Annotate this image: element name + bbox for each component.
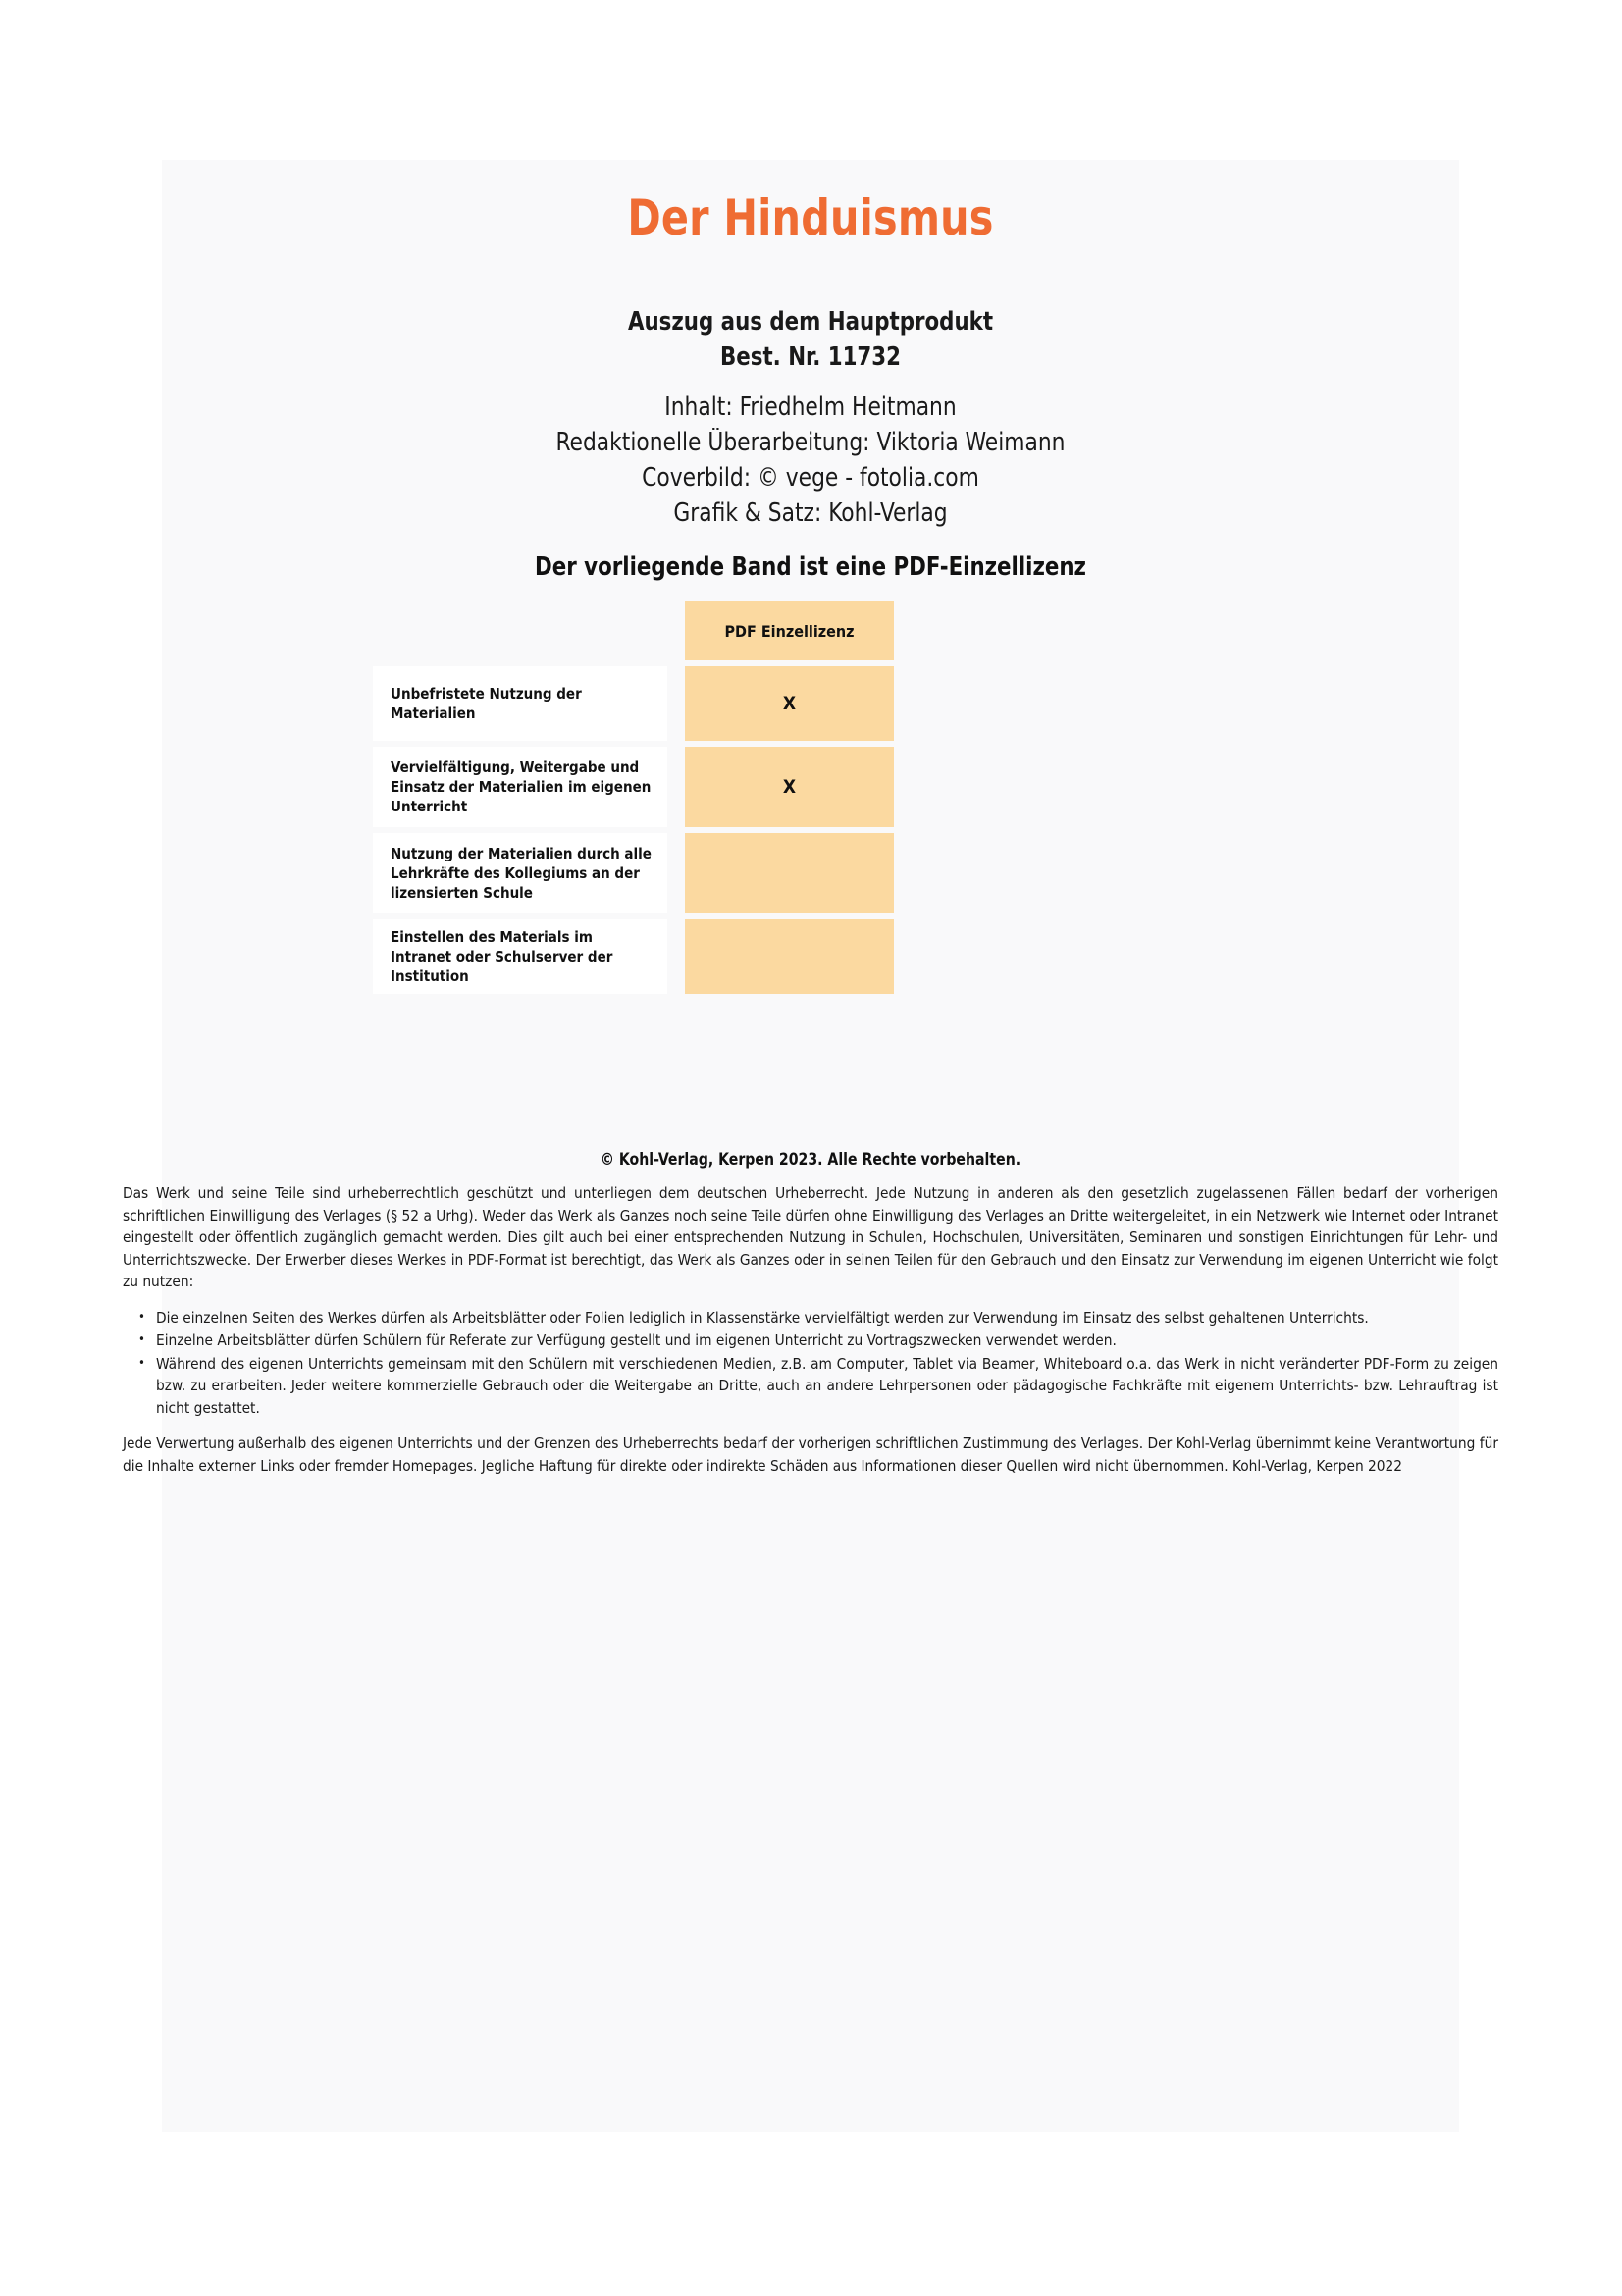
table-row	[373, 833, 991, 913]
product-info-block	[162, 304, 1459, 375]
product-order-number: Best. Nr. 11732	[720, 342, 901, 372]
bullet-icon: •	[138, 1355, 145, 1371]
list-item-text: Die einzelnen Seiten des Werkes dürfen als Arbeitsblätter oder Folien lediglich in Klassenstärke vervielfältigt werden zur Verwendung im Einsatz des selbst gehaltenen Unterrichts.	[156, 1308, 1369, 1327]
legal-usage-list	[123, 1307, 1498, 1420]
table-row	[373, 747, 991, 827]
document-page	[123, 160, 1498, 2132]
legal-text-block	[123, 1182, 1498, 1490]
table-row-label: Vervielfältigung, Weitergabe und Einsatz der Materialien im eigenen Unterricht	[373, 747, 667, 827]
table-row-label: Unbefristete Nutzung der Materialien	[373, 666, 667, 741]
table-row-value	[685, 833, 894, 913]
table-row-value: X	[685, 666, 894, 741]
credit-editorial-revision: Redaktionelle Überarbeitung: Viktoria Weimann	[555, 428, 1066, 457]
credit-cover-image: Coverbild: © vege - fotolia.com	[642, 463, 979, 493]
license-table	[373, 601, 991, 1000]
table-row-value	[685, 919, 894, 994]
list-item-text: Während des eigenen Unterrichts gemeinsam mit den Schülern mit verschiedenen Medien, z.B. am Computer, Tablet via Beamer, Whiteboard o.a. das Werk in nicht veränderter PDF-Form zu zeigen bzw. zu erarbeiten. Jeder weitere kommerzielle Gebrauch oder die Weitergabe an Dritte, auch an andere Lehrpersonen oder pädagogische Fachkräfte mit eigenem Unterrichts- bzw. Lehrauftrag ist nicht gestattet.	[156, 1354, 1498, 1417]
page-title: Der Hinduismus	[627, 189, 994, 246]
table-column-header-pdf-einzellizenz: PDF Einzellizenz	[685, 601, 894, 660]
table-row-value: X	[685, 747, 894, 827]
legal-paragraph-intro: Das Werk und seine Teile sind urheberrechtlich geschützt und unterliegen dem deutschen Urheberrecht. Jede Nutzung in anderen als den gesetzlich zugelassenen Fällen bedarf der vorherigen schriftlichen Einwilligung des Verlages (§ 52 a Urhg). Weder das Werk als Ganzes noch seine Teile dürfen ohne Einwilligung des Verlages an Dritte weitergeleitet, in ein Netzwerk wie Internet oder Intranet eingestellt oder öffentlich zugänglich gemacht werden. Dies gilt auch bei einer entsprechenden Nutzung in Schulen, Hochschulen, Universitäten, Seminaren und sonstigen Einrichtungen für Lehr- und Unterrichtszwecke. Der Erwerber dieses Werkes in PDF-Format ist berechtigt, das Werk als Ganzes oder in seinen Teilen für den Gebrauch und den Einsatz zur Verwendung im eigenen Unterricht wie folgt zu nutzen:	[123, 1184, 1498, 1290]
license-heading: Der vorliegende Band ist eine PDF-Einzellizenz	[535, 552, 1086, 582]
table-header-empty-cell	[373, 601, 667, 660]
product-excerpt-label: Auszug aus dem Hauptprodukt	[627, 307, 994, 337]
table-row-label: Einstellen des Materials im Intranet oder Schulserver der Institution	[373, 919, 667, 994]
bullet-icon: •	[138, 1332, 145, 1347]
credits-block	[162, 390, 1459, 531]
list-item	[138, 1353, 1498, 1420]
table-header-row	[373, 601, 991, 660]
list-item	[138, 1330, 1498, 1352]
list-item	[138, 1307, 1498, 1330]
list-item-text: Einzelne Arbeitsblätter dürfen Schülern für Referate zur Verfügung gestellt und im eigenen Unterricht zu Vortragszwecken verwendet werden.	[156, 1331, 1117, 1349]
credit-content-author: Inhalt: Friedhelm Heitmann	[664, 392, 957, 422]
table-row-label: Nutzung der Materialien durch alle Lehrkräfte des Kollegiums an der lizensierten Schule	[373, 833, 667, 913]
copyright-notice: © Kohl-Verlag, Kerpen 2023. Alle Rechte vorbehalten.	[600, 1150, 1021, 1169]
legal-paragraph-outro: Jede Verwertung außerhalb des eigenen Unterrichts und der Grenzen des Urheberrechts bedarf der vorherigen schriftlichen Zustimmung des Verlages. Der Kohl-Verlag übernimmt keine Verantwortung für die Inhalte externer Links oder fremder Homepages. Jegliche Haftung für direkte oder indirekte Schäden aus Informationen dieser Quellen wird nicht übernommen. Kohl-Verlag, Kerpen 2022	[123, 1435, 1498, 1475]
table-row	[373, 919, 991, 994]
credit-graphics-typesetting: Grafik & Satz: Kohl-Verlag	[673, 498, 948, 528]
bullet-icon: •	[138, 1309, 145, 1325]
table-row	[373, 666, 991, 741]
